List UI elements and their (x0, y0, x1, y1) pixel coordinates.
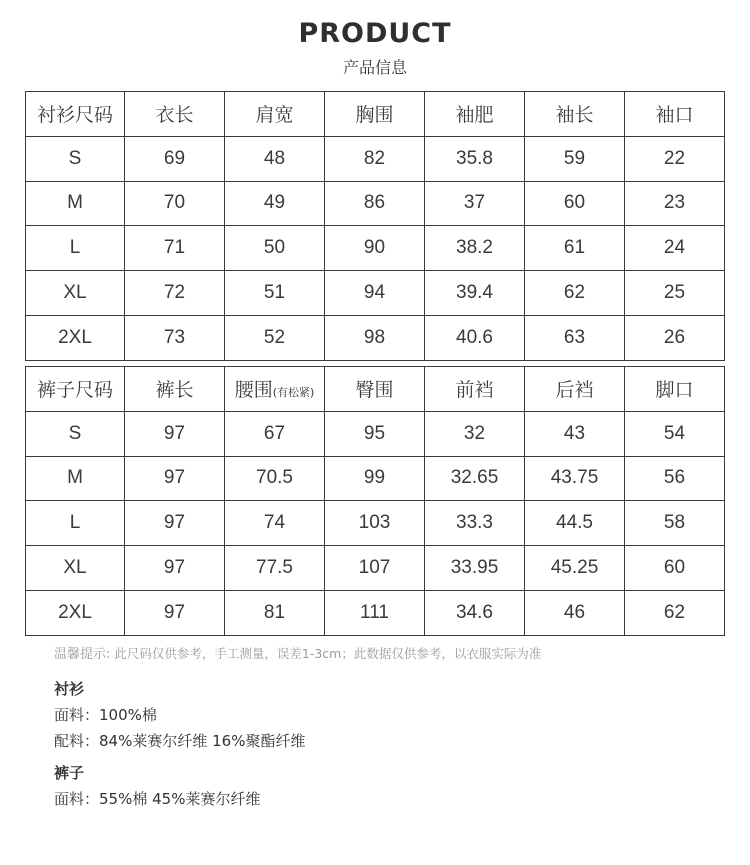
pants-size-table (25, 366, 725, 636)
table-cell: 99 (325, 456, 425, 501)
size-cell: S (26, 411, 125, 456)
table-cell: 77.5 (225, 546, 325, 591)
table-cell: 97 (125, 501, 225, 546)
table-cell: 86 (325, 181, 425, 226)
table-cell: 97 (125, 411, 225, 456)
table-cell: 51 (225, 271, 325, 316)
table-cell: 35.8 (425, 136, 525, 181)
table-cell: 90 (325, 226, 425, 271)
table-cell: 61 (525, 226, 625, 271)
header-cell: 裤长 (125, 367, 225, 412)
size-cell: L (26, 501, 125, 546)
table-cell: 32 (425, 411, 525, 456)
size-cell: 2XL (26, 590, 125, 635)
header-cell: 衣长 (125, 92, 225, 137)
table-header-row (26, 92, 725, 137)
size-cell: 2XL (26, 315, 125, 360)
table-cell: 56 (625, 456, 725, 501)
table-cell: 70 (125, 181, 225, 226)
table-cell: 69 (125, 136, 225, 181)
pants-fabric-line: 面料：55%棉 45%莱赛尔纤维 (54, 790, 261, 808)
table-cell: 98 (325, 315, 425, 360)
table-cell: 39.4 (425, 271, 525, 316)
table-row (26, 181, 725, 226)
table-cell: 52 (225, 315, 325, 360)
header-cell: 袖长 (525, 92, 625, 137)
header-cell: 胸围 (325, 92, 425, 137)
table-row (26, 315, 725, 360)
table-row (26, 546, 725, 591)
table-row (26, 226, 725, 271)
shirt-lining-line: 配料：84%莱赛尔纤维 16%聚酯纤维 (54, 732, 306, 750)
header-cell: 袖口 (625, 92, 725, 137)
pants-material-title: 裤子 (54, 764, 85, 782)
table-cell: 107 (325, 546, 425, 591)
table-cell: 60 (625, 546, 725, 591)
table-cell: 74 (225, 501, 325, 546)
table-row (26, 136, 725, 181)
table-cell: 97 (125, 590, 225, 635)
header-cell: 后裆 (525, 367, 625, 412)
table-header-row (26, 367, 725, 412)
waist-header-label: 腰围 (234, 379, 273, 402)
table-cell: 62 (525, 271, 625, 316)
size-cell: M (26, 456, 125, 501)
table-cell: 63 (525, 315, 625, 360)
size-cell: L (26, 226, 125, 271)
shirt-size-table (25, 91, 725, 361)
table-cell: 72 (125, 271, 225, 316)
table-cell: 44.5 (525, 501, 625, 546)
table-cell: 38.2 (425, 226, 525, 271)
table-cell: 59 (525, 136, 625, 181)
table-cell: 37 (425, 181, 525, 226)
table-cell: 50 (225, 226, 325, 271)
table-cell: 82 (325, 136, 425, 181)
header-cell: 臀围 (325, 367, 425, 412)
table-cell: 103 (325, 501, 425, 546)
size-cell: M (26, 181, 125, 226)
table-cell: 94 (325, 271, 425, 316)
table-cell: 43.75 (525, 456, 625, 501)
header-cell: 裤子尺码 (26, 367, 125, 412)
table-cell: 95 (325, 411, 425, 456)
table-cell: 70.5 (225, 456, 325, 501)
table-cell: 49 (225, 181, 325, 226)
page-subtitle: 产品信息 (342, 58, 407, 77)
page-title: PRODUCT (298, 18, 452, 49)
header-cell: 衬衫尺码 (26, 92, 125, 137)
table-cell: 22 (625, 136, 725, 181)
shirt-fabric-line: 面料：100%棉 (54, 706, 157, 724)
table-row (26, 411, 725, 456)
size-hint (54, 643, 541, 662)
table-cell: 46 (525, 590, 625, 635)
table-cell: 25 (625, 271, 725, 316)
table-cell: 111 (325, 590, 425, 635)
hint-text: 此尺码仅供参考，手工测量，误差1-3cm；此数据仅供参考，以衣服实际为准 (114, 646, 542, 661)
table-cell: 48 (225, 136, 325, 181)
table-cell: 58 (625, 501, 725, 546)
header-cell: 脚口 (625, 367, 725, 412)
table-cell: 34.6 (425, 590, 525, 635)
header-cell-waist (225, 367, 325, 412)
hint-label: 温馨提示: (54, 647, 111, 662)
table-cell: 26 (625, 315, 725, 360)
table-cell: 81 (225, 590, 325, 635)
table-cell: 97 (125, 456, 225, 501)
table-cell: 23 (625, 181, 725, 226)
table-row (26, 501, 725, 546)
table-cell: 45.25 (525, 546, 625, 591)
header-cell: 袖肥 (425, 92, 525, 137)
table-cell: 73 (125, 315, 225, 360)
table-cell: 60 (525, 181, 625, 226)
shirt-material-title: 衬衫 (54, 680, 85, 698)
table-cell: 43 (525, 411, 625, 456)
waist-header-note: (有松紧) (272, 386, 315, 400)
table-cell: 24 (625, 226, 725, 271)
header-cell: 肩宽 (225, 92, 325, 137)
table-cell: 71 (125, 226, 225, 271)
table-cell: 62 (625, 590, 725, 635)
table-row (26, 456, 725, 501)
table-row (26, 271, 725, 316)
table-cell: 32.65 (425, 456, 525, 501)
table-cell: 54 (625, 411, 725, 456)
table-cell: 97 (125, 546, 225, 591)
size-cell: XL (26, 271, 125, 316)
header-cell: 前裆 (425, 367, 525, 412)
size-cell: S (26, 136, 125, 181)
table-cell: 33.3 (425, 501, 525, 546)
table-cell: 40.6 (425, 315, 525, 360)
table-row (26, 590, 725, 635)
size-cell: XL (26, 546, 125, 591)
table-cell: 67 (225, 411, 325, 456)
table-cell: 33.95 (425, 546, 525, 591)
